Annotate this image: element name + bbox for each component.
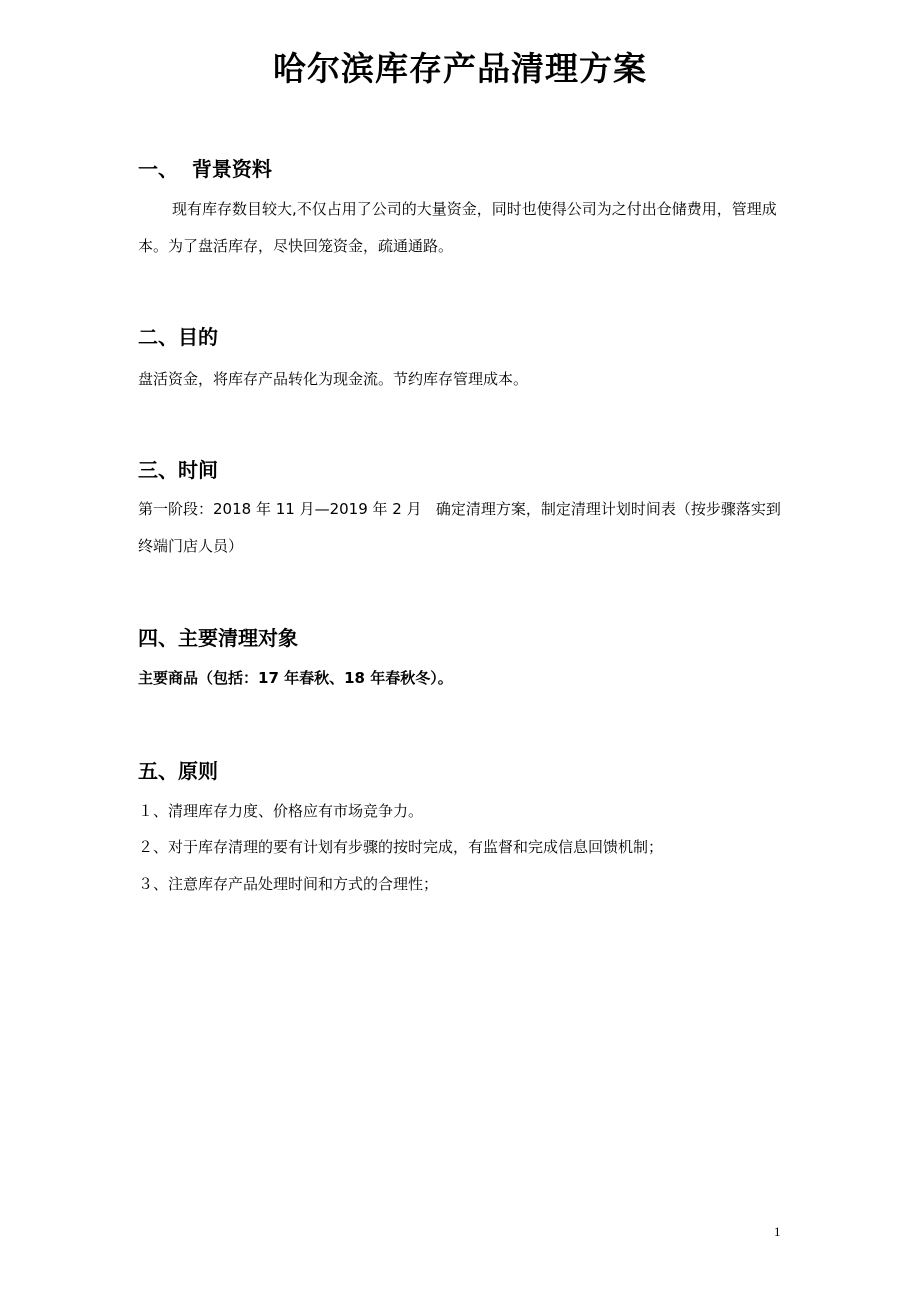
section-heading-principles: 五、原则	[138, 759, 218, 783]
page-number: 1	[774, 1224, 781, 1239]
section-heading-background: 一、 背景资料	[138, 157, 272, 181]
time-paragraph: 第一阶段：2018 年 11 月—2019 年 2 月 确定清理方案，制定清理计划时间表（按步骤落实到终端门店人员）	[138, 500, 781, 555]
principle-item-3: ３、注意库存产品处理时间和方式的合理性；	[138, 875, 439, 893]
purpose-paragraph: 盘活资金，将库存产品转化为现金流。节约库存管理成本。	[138, 370, 529, 388]
section-heading-targets: 四、主要清理对象	[138, 626, 298, 650]
principle-item-1: １、清理库存力度、价格应有市场竞争力。	[138, 802, 424, 820]
background-paragraph: 现有库存数目较大,不仅占用了公司的大量资金，同时也使得公司为之付出仓储费用，管理成本。为了盘活库存，尽快回笼资金，疏通通路。	[138, 200, 777, 255]
section-heading-time: 三、时间	[138, 458, 218, 482]
principle-item-2: ２、对于库存清理的要有计划有步骤的按时完成，有监督和完成信息回馈机制；	[138, 838, 664, 856]
targets-paragraph: 主要商品（包括：17 年春秋、18 年春秋冬）。	[138, 669, 453, 687]
section-heading-purpose: 二、目的	[138, 325, 218, 349]
document-title: 哈尔滨库存产品清理方案	[273, 49, 647, 88]
